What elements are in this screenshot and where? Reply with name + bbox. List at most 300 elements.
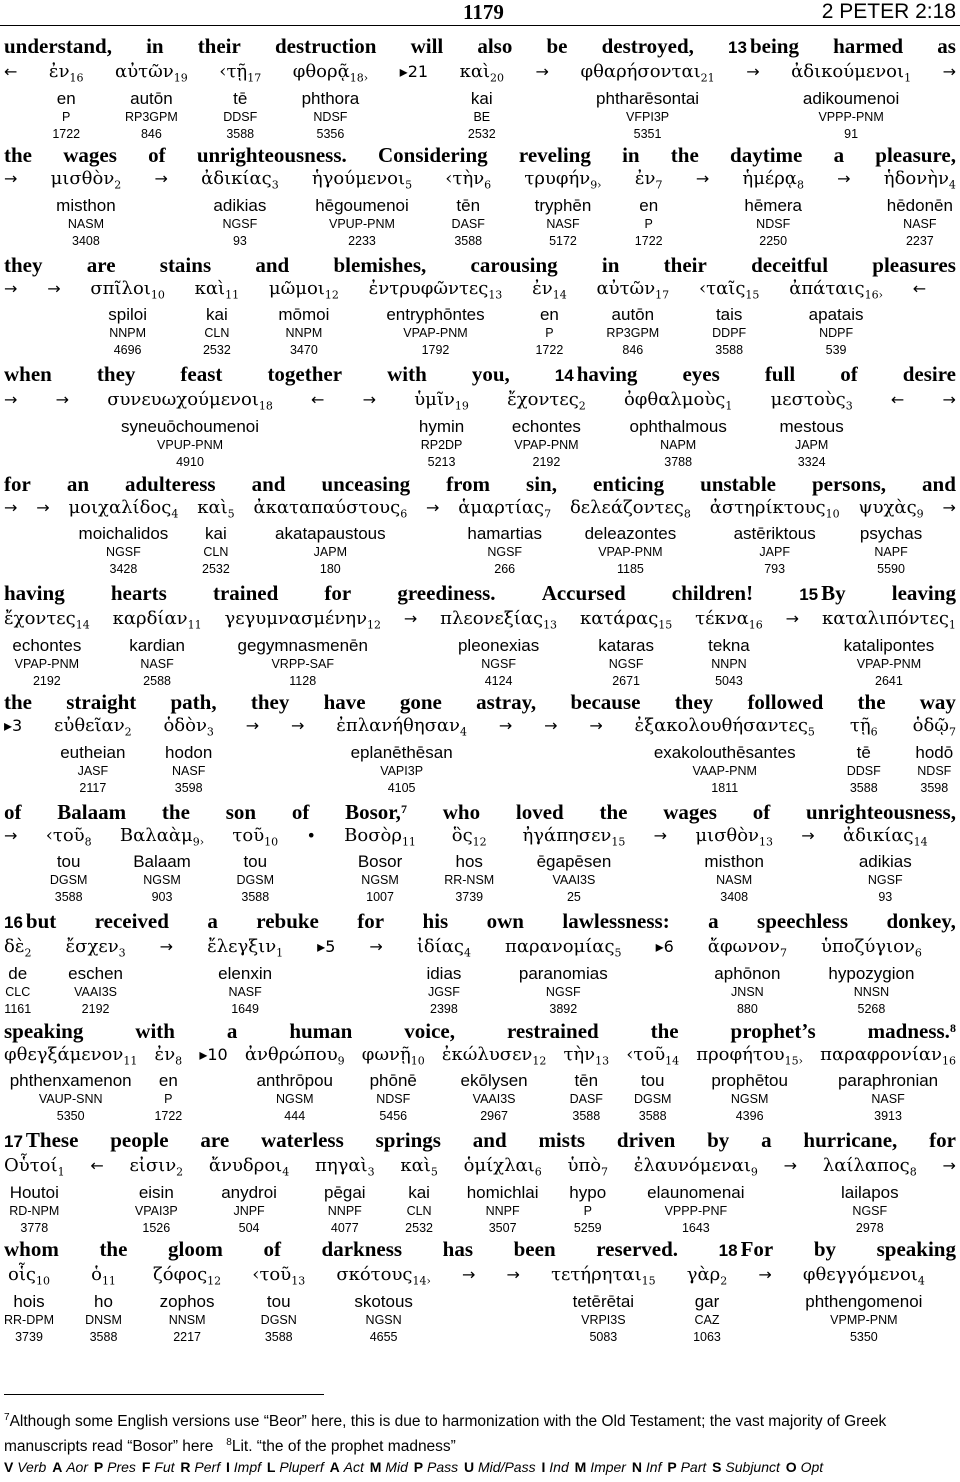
greek-form: ἀδικίας [842, 824, 914, 846]
transliteration: astēriktous [733, 524, 816, 544]
word-order-marker: → [369, 937, 383, 957]
greek-word [4, 936, 32, 1018]
greek-row [0, 1044, 960, 1126]
strongs-number: 903 [151, 890, 173, 905]
strongs-number: 3588 [572, 1109, 601, 1124]
word-order-marker: ▸3 [4, 716, 23, 736]
greek-text [269, 278, 339, 306]
greek-form: ἔχοντες [4, 607, 76, 629]
english-word: eyes [682, 362, 720, 387]
greek-form: Βοσὸρ [344, 824, 402, 846]
parsing-code: DGSM [236, 873, 275, 888]
greek-row [0, 1264, 960, 1346]
greek-word [344, 825, 416, 907]
transliteration: kai [470, 88, 493, 108]
word-order-number: 1 [57, 1165, 65, 1179]
english-word: waterless [260, 1127, 344, 1152]
strongs-number: 5083 [589, 1329, 618, 1344]
greek-form: συνευωχούμενοι [107, 389, 259, 411]
parsing-code: NGSF [106, 545, 141, 560]
greek-form: φωνῇ [361, 1043, 411, 1065]
word-order-number: 5 [405, 178, 413, 192]
english-word: persons, [811, 471, 887, 496]
parsing-code: NGSF [852, 1203, 888, 1218]
english-word: they [674, 690, 714, 715]
greek-form: ἐν [48, 61, 70, 82]
strongs-number: 93 [878, 890, 893, 905]
legend-label: Mid/Pass [478, 1459, 536, 1476]
transliteration: deleazontes [584, 524, 677, 544]
greek-form: ὑπὸ [567, 1154, 602, 1176]
greek-text [524, 168, 601, 196]
word-order-number: 5 [430, 1165, 438, 1179]
greek-word [49, 61, 84, 143]
transliteration: kataras [598, 635, 654, 655]
word-order-number: 15› [784, 1054, 804, 1068]
parsing-code: VPPP-PNM [818, 109, 884, 124]
word-order-number: 4 [171, 507, 179, 521]
word-order-marker: → [426, 497, 440, 517]
word-order-number: 17 [247, 71, 262, 85]
greek-word [445, 168, 491, 250]
greek-word [695, 608, 763, 690]
greek-word [708, 936, 787, 1018]
greek-text [46, 825, 92, 853]
interlinear-line [0, 1019, 960, 1128]
legend-code: M [369, 1459, 382, 1476]
greek-text [803, 1264, 925, 1292]
greek-form: ‹τὴν [445, 168, 485, 190]
strongs-number: 3588 [264, 1329, 293, 1344]
greek-text [710, 497, 840, 525]
greek-text [417, 936, 471, 964]
legend-label: Fut [154, 1459, 175, 1476]
word-order-number: 11 [401, 835, 416, 849]
greek-form: ἀστηρίκτους [709, 496, 826, 518]
word-order-marker: → [942, 62, 956, 81]
legend-item [541, 1459, 568, 1475]
word-order-number: 9 [750, 1165, 758, 1179]
transliteration: pēgai [323, 1182, 366, 1202]
greek-form: μισθὸν [50, 168, 115, 190]
word-order-marker: → [653, 825, 668, 845]
greek-form: Βαλαὰμ [119, 824, 193, 846]
legend-item [370, 1459, 408, 1475]
word-order-number: 6 [870, 725, 878, 739]
english-word: in [622, 143, 640, 168]
interlinear-body [0, 34, 960, 1347]
legend-label: Pres [107, 1459, 136, 1476]
greek-form: ἐλαυνόμεναι [633, 1154, 751, 1176]
parsing-code: NASF [871, 1092, 905, 1107]
strongs-number: 3588 [54, 890, 83, 905]
parsing-code: DNSM [85, 1312, 122, 1327]
transliteration: eutheian [60, 742, 126, 762]
greek-text [695, 608, 763, 636]
greek-form: ὑποζύγιον [820, 936, 915, 958]
word-order-number: 4 [464, 946, 472, 960]
greek-form: ὑμῖν [414, 389, 455, 411]
transliteration: misthon [56, 195, 116, 215]
transliteration: gar [694, 1291, 720, 1311]
parsing-code: DGSM [49, 873, 88, 888]
word-order-number: 16 [941, 1054, 956, 1068]
word-order-number: 14 [665, 1054, 680, 1068]
greek-form: ἀδικίας [201, 168, 272, 190]
greek-form: μεστοὺς [770, 389, 846, 411]
greek-text [823, 1155, 917, 1183]
strongs-number: 3588 [849, 780, 878, 795]
transliteration: ho [94, 1291, 113, 1311]
english-word: followed [747, 690, 824, 715]
legend-code: V [4, 1459, 14, 1476]
greek-row [0, 168, 960, 250]
interlinear-line [0, 800, 960, 909]
greek-form: κατάρας [579, 607, 659, 629]
word-order-marker: → [245, 716, 260, 736]
word-order-number: 15 [745, 288, 760, 302]
greek-form: εὐθεῖαν [54, 715, 125, 737]
word-order-number: 10 [35, 1274, 50, 1288]
english-word-text: Bosor, [345, 799, 401, 824]
transliteration: syneuōchoumenoi [121, 416, 260, 436]
word-order-number: 15 [658, 618, 673, 632]
transliteration: hois [13, 1291, 45, 1311]
english-word: Accursed [541, 580, 626, 605]
greek-text [708, 936, 787, 964]
greek-form: σκότους [336, 1264, 413, 1286]
word-order-number: 13 [488, 288, 503, 302]
word-order-number: 2 [124, 725, 132, 739]
english-word: restrained [506, 1018, 599, 1043]
transliteration: adikias [858, 852, 912, 872]
parsing-code: P [583, 1203, 592, 1218]
english-word: the [161, 799, 190, 824]
greek-word [687, 1264, 728, 1346]
english-word: daytime [730, 143, 803, 168]
word-order-number: 13 [291, 1274, 306, 1288]
transliteration: mōmoi [278, 305, 330, 325]
english-word: also [477, 34, 513, 58]
greek-word [696, 1044, 803, 1126]
parsing-code: NDSF [313, 109, 348, 124]
parsing-code: NNSM [168, 1312, 206, 1327]
greek-word [803, 1264, 925, 1346]
greek-form: ὁμίχλαι [463, 1154, 535, 1176]
greek-word [570, 497, 691, 579]
greek-word [107, 389, 273, 471]
interlinear-line [0, 472, 960, 581]
greek-text [219, 61, 261, 89]
greek-text [369, 278, 503, 306]
word-order-number: 6 [534, 1165, 542, 1179]
transliteration: en [158, 1071, 178, 1091]
greek-form: τοῦ [232, 824, 265, 846]
english-word: voice, [404, 1018, 456, 1043]
english-word: lawlessness: [562, 909, 670, 934]
greek-form: ἁμαρτίας [458, 496, 545, 518]
greek-form: ἀκαταπαύστους [253, 496, 401, 518]
greek-text [771, 389, 853, 417]
greek-text [344, 825, 416, 853]
greek-text [245, 1044, 345, 1072]
greek-form: ἀδικούμενοι [791, 61, 905, 82]
greek-text [54, 715, 132, 743]
transliteration: adikoumenoi [802, 88, 900, 108]
english-word: reveling [518, 143, 591, 168]
english-word: and [251, 471, 286, 496]
greek-text [843, 825, 928, 853]
legend-item [180, 1459, 220, 1475]
transliteration: eplanēthēsan [350, 742, 453, 762]
transliteration: ēgapēsen [536, 852, 612, 872]
greek-text [68, 497, 178, 525]
greek-form: καὶ [194, 277, 226, 299]
greek-text [789, 278, 883, 306]
strongs-number: 4396 [735, 1109, 764, 1124]
greek-form: ἔσχεν [65, 936, 119, 958]
english-row [0, 690, 960, 714]
greek-form: καὶ [459, 61, 491, 82]
english-word-text: These [25, 1127, 79, 1152]
greek-word [626, 1044, 679, 1126]
english-word: a [833, 143, 845, 168]
legend-code: I [225, 1459, 230, 1476]
greek-word [201, 168, 279, 250]
english-word [4, 1128, 78, 1154]
greek-form: φθορᾷ [292, 61, 350, 82]
strongs-number: 846 [140, 126, 162, 141]
parsing-code: VAPI3P [380, 763, 424, 778]
greek-word [4, 1264, 54, 1346]
strongs-number: 180 [319, 562, 341, 577]
transliteration: kai [408, 1182, 430, 1202]
transliteration: Houtoi [9, 1182, 59, 1202]
word-order-number: 2 [24, 946, 32, 960]
english-word: astray, [476, 690, 537, 715]
english-row [0, 34, 960, 60]
transliteration: autōn [130, 88, 173, 108]
greek-form: αὐτῶν [596, 277, 656, 299]
greek-word [336, 715, 467, 797]
greek-word [524, 168, 601, 250]
interlinear-line [0, 1237, 960, 1346]
greek-text [107, 389, 273, 417]
greek-word [417, 936, 471, 1018]
english-word: of [291, 799, 310, 824]
english-row [0, 909, 960, 935]
greek-word [580, 61, 714, 143]
word-order-number: 15 [641, 1274, 656, 1288]
parsing-code: RP3GPM [124, 109, 178, 124]
word-order-number: 8 [84, 835, 92, 849]
greek-text [4, 936, 32, 964]
greek-word [822, 608, 956, 690]
english-word: in [601, 252, 620, 277]
english-word: of [263, 1237, 281, 1262]
english-word: harmed [833, 34, 904, 58]
word-order-number: 20 [490, 71, 505, 85]
greek-word [567, 1155, 608, 1237]
strongs-number: 3428 [109, 562, 138, 577]
english-word: of [752, 799, 771, 824]
transliteration: phtharēsontai [596, 88, 700, 108]
strongs-number: 5350 [56, 1109, 85, 1124]
word-order-number: 8 [796, 178, 804, 192]
greek-form: ἐπλανήθησαν [336, 715, 461, 737]
word-order-number: 11 [225, 288, 240, 302]
page-header [0, 0, 960, 26]
strongs-number: 3892 [549, 1001, 578, 1016]
greek-form: Οὗτοί [4, 1154, 58, 1176]
parsing-code: RP2DP [420, 437, 463, 452]
english-word: unrighteousness, [806, 799, 956, 824]
english-word [728, 34, 799, 60]
english-word: of [148, 143, 166, 168]
greek-form: ἐν [532, 277, 553, 299]
strongs-number: 1128 [289, 673, 317, 688]
word-order-number: 1 [725, 399, 733, 413]
transliteration: apatais [808, 305, 864, 325]
greek-form: ἠγάπησεν [522, 824, 612, 846]
strongs-number: 2967 [480, 1109, 508, 1124]
greek-text [452, 825, 487, 853]
legend-item [142, 1459, 175, 1475]
parsing-code: VPAP-PNM [514, 437, 579, 452]
greek-form: λαίλαπος [822, 1154, 910, 1176]
greek-word [596, 278, 669, 360]
greek-word [791, 61, 911, 143]
transliteration: tēn [456, 195, 481, 215]
transliteration: elenxin [218, 963, 273, 983]
parsing-code: VPUP-PNM [328, 216, 395, 231]
greek-word [4, 1044, 137, 1126]
greek-text [315, 1155, 375, 1183]
greek-form: ἔλεγξιν [207, 936, 277, 958]
greek-word [823, 1155, 917, 1237]
greek-word [153, 1264, 221, 1346]
parsing-code: VPUP-PNM [157, 437, 224, 452]
english-word-text: For [740, 1237, 774, 1262]
greek-form: πηγαὶ [315, 1154, 368, 1176]
english-word: by [707, 1127, 730, 1152]
greek-word [154, 1044, 182, 1126]
parsing-code: JAPM [313, 545, 348, 560]
word-order-marker: ← [311, 390, 325, 410]
strongs-number: 4696 [113, 343, 142, 358]
greek-text [442, 1044, 547, 1072]
greek-row [0, 61, 960, 143]
greek-word [90, 278, 164, 360]
greek-text [464, 1155, 542, 1183]
english-word: an [66, 471, 89, 496]
greek-text [507, 389, 586, 417]
english-word: and [472, 1127, 507, 1152]
greek-word [252, 1264, 305, 1346]
parsing-code: DDPF [712, 326, 747, 341]
greek-word [523, 825, 626, 907]
strongs-number: 5456 [379, 1109, 408, 1124]
english-word: in [146, 34, 164, 58]
legend-item [267, 1459, 324, 1475]
parsing-code: DASF [451, 216, 485, 231]
strongs-number: 2192 [32, 673, 61, 688]
parsing-code: RD-NPM [9, 1203, 60, 1218]
strongs-number: 5351 [633, 126, 662, 141]
greek-row [0, 497, 960, 579]
parsing-code: NGSF [867, 873, 903, 888]
greek-text [120, 825, 204, 853]
transliteration: exakolouthēsantes [653, 742, 796, 762]
verse-number: 13 [728, 38, 747, 57]
english-word: you, [471, 362, 510, 387]
greek-form: γεγυμνασμένην [224, 607, 368, 629]
greek-form: ψυχὰς [858, 496, 917, 518]
transliteration: hypo [569, 1182, 607, 1202]
greek-word [699, 278, 759, 360]
greek-text [336, 1264, 431, 1292]
legend-item [330, 1459, 364, 1475]
word-order-number: 3 [206, 725, 214, 739]
transliteration: tē [856, 742, 871, 762]
word-order-marker: → [159, 937, 174, 957]
greek-form: ἐντρυφῶντες [368, 277, 489, 299]
greek-text [913, 715, 956, 743]
strongs-number: 4655 [369, 1329, 398, 1344]
transliteration: entryphōntes [386, 305, 485, 325]
word-order-number: 14 [75, 618, 90, 632]
word-order-number: 8 [683, 507, 691, 521]
transliteration: hēgoumenoi [315, 195, 409, 215]
strongs-number: 4077 [330, 1220, 359, 1235]
strongs-number: 5259 [573, 1220, 602, 1235]
greek-word [312, 168, 412, 250]
strongs-number: 1649 [231, 1001, 260, 1016]
transliteration: phthenxamenon [9, 1071, 132, 1091]
greek-form: φθαρήσονται [580, 61, 701, 82]
transliteration: prophētou [711, 1071, 788, 1091]
strongs-number: 3598 [174, 780, 203, 795]
legend-label: Inf [645, 1459, 662, 1476]
word-order-marker: → [783, 1155, 798, 1175]
parsing-code: NGSM [361, 873, 399, 888]
transliteration: tekna [708, 635, 750, 655]
transliteration: ekōlysen [460, 1071, 528, 1091]
parsing-code: NDSF [756, 216, 791, 231]
greek-form: ὃς [451, 824, 473, 846]
parsing-code: VPAP-PNM [856, 656, 922, 671]
greek-word [460, 61, 504, 143]
greek-form: τέκνα [695, 607, 749, 629]
strongs-number: 1643 [681, 1220, 710, 1235]
greek-text [115, 61, 188, 89]
legend-code: S [712, 1459, 722, 1476]
transliteration: elaunomenai [647, 1182, 745, 1202]
word-order-marker: → [942, 390, 956, 410]
strongs-number: 2532 [467, 126, 496, 141]
transliteration: echontes [12, 635, 82, 655]
strongs-number: 2250 [759, 233, 788, 248]
parsing-code: NASF [546, 216, 580, 231]
transliteration: zophos [159, 1291, 215, 1311]
greek-form: οἷς [8, 1264, 36, 1286]
word-order-number: 17 [655, 288, 670, 302]
strongs-number: 1722 [52, 126, 81, 141]
parsing-code: JGSF [427, 984, 460, 999]
parsing-code: NDSF [917, 763, 952, 778]
english-word-text: but [25, 909, 57, 934]
english-word: enticing [592, 471, 665, 496]
